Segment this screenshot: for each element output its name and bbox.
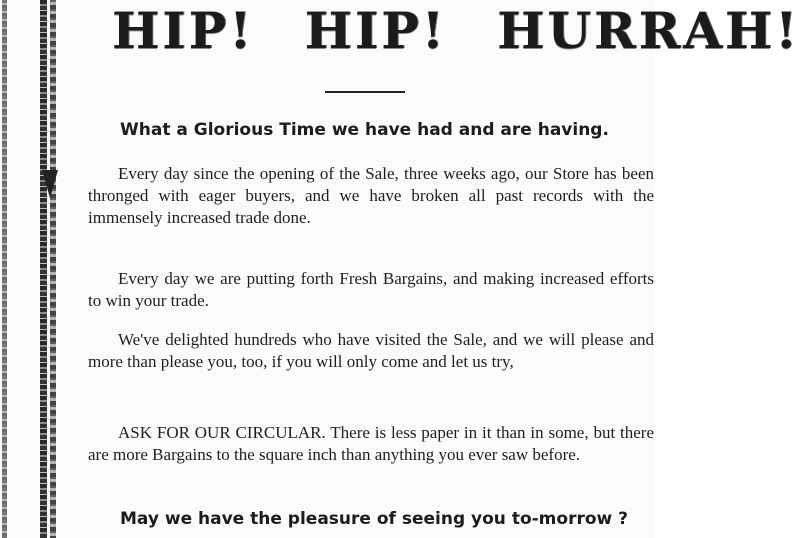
rule-notch-ornament [42, 170, 58, 198]
column-rule-left [2, 0, 7, 538]
column-rule-bar [40, 0, 47, 538]
closing-question: May we have the pleasure of seeing you to-morrow ? [120, 509, 629, 529]
headline: HIP! HIP! HURRAH! [112, 1, 800, 60]
column-rule-bar [50, 0, 56, 538]
paragraph-circular: ASK FOR OUR CIRCULAR. There is less paper in it than in some, but there are more Bargains to the square inch than anything you ever saw before. [88, 423, 654, 464]
subheading: What a Glorious Time we have had and are having. [120, 120, 609, 140]
divider-rule [325, 91, 405, 93]
column-rule-ornament [40, 0, 62, 538]
paragraph-fresh-bargains: Every day we are putting forth Fresh Bargains, and making increased efforts to win your trade. [88, 269, 654, 310]
paragraph-delighted-hundreds: We've delighted hundreds who have visited the Sale, and we will please and more than please you, too, if you will only come and let us try, [88, 330, 654, 371]
paragraph-sale-opening: Every day since the opening of the Sale, three weeks ago, our Store has been thronged with eager buyers, and we have broken all past records with the immensely increased trade done. [88, 164, 654, 227]
